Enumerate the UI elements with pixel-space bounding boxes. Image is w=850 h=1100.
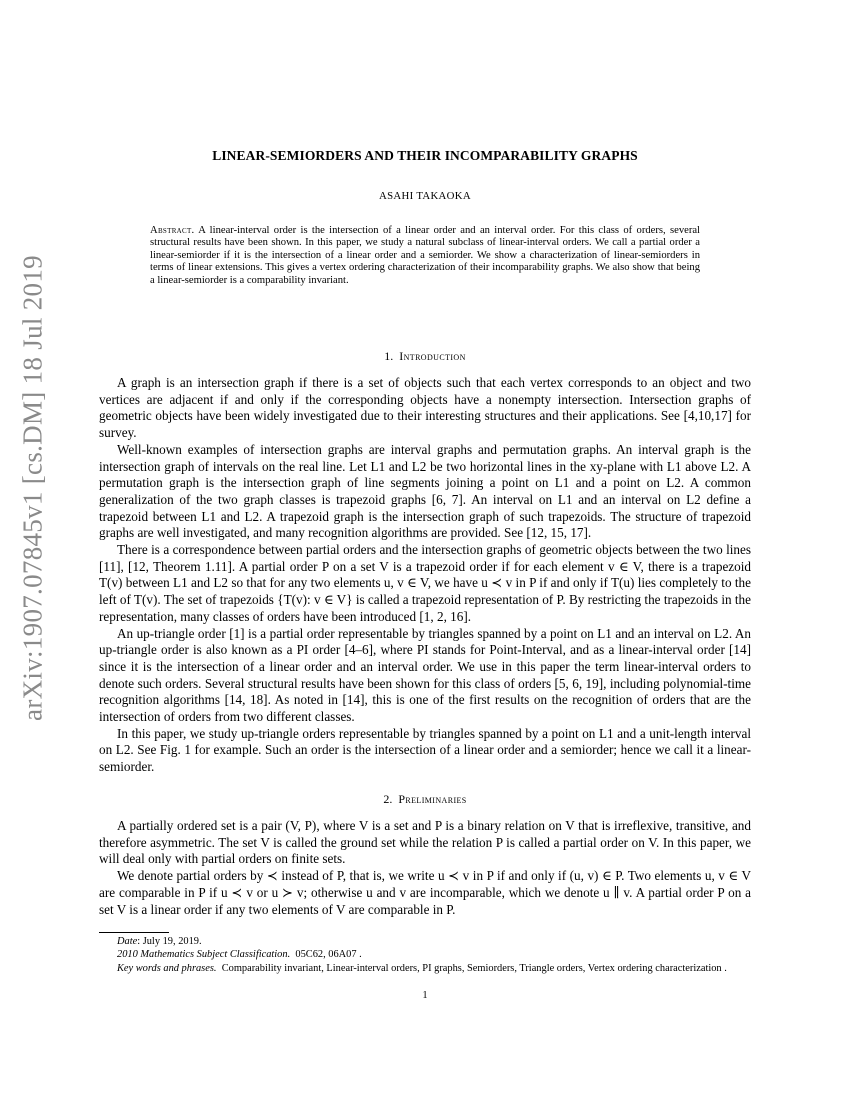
arxiv-stamp: arXiv:1907.07845v1 [cs.DM] 18 Jul 2019	[17, 255, 48, 721]
footnote-msc: 2010 Mathematics Subject Classification. 05C62, 06A07 .	[117, 949, 362, 961]
author: ASAHI TAKAOKA	[379, 190, 471, 202]
preliminaries-body	[99, 818, 751, 918]
paragraph: A graph is an intersection graph if there is a set of objects such that each vertex corresponds to an object and two vertices are adjacent if and only if the corresponding objects have a nonempty intersection. Intersection graphs of geometric objects have been widely investigated due to their interesting structures and their applications. See [4,10,17] for survey.	[99, 375, 751, 441]
abstract-text: A linear-interval order is the intersection of a linear order and an interval order. For this class of orders, several structural results have been shown. In this paper, we study a natural subclass of linear-interval orders. We call a partial order a linear-semiorder if it is the intersection of a linear order and a semiorder. We show a characterization of linear-semiorders in terms of linear extensions. This gives a vertex ordering characterization of their incomparability graphs. We also show that being a linear-semiorder is a comparability invariant.	[150, 225, 700, 286]
abstract	[150, 225, 700, 287]
footnote-date: Date: July 19, 2019.	[117, 936, 202, 947]
paragraph: Well-known examples of intersection graphs are interval graphs and permutation graphs. An interval graph is the intersection graph of intervals on the real line. Let L1 and L2 be two horizontal lines in the xy-plane with L1 above L2. A permutation graph is the intersection graph of line segments joining a point on L1 and a point on L2. A common generalization of the two graph classes is trapezoid graphs [6, 7]. An interval on L1 and an interval on L2 define a trapezoid between L1 and L2. A trapezoid graph is the intersection graph of such trapezoids. The structure of trapezoid graphs are well investigated, and many recognition algorithms are provided. See [12, 15, 17].	[99, 441, 751, 541]
page-number: 1	[422, 990, 428, 1001]
paragraph: There is a correspondence between partial orders and the intersection graphs of geometric objects between the two lines [11], [12, Theorem 1.11]. A partial order P on a set V is a trapezoid order if for each element v ∈ V, there is a trapezoid T(v) between L1 and L2 so that for any two elements u, v ∈ V, we have u ≺ v in P if and only if T(u) lies completely to the left of T(v). The set of trapezoids {T(v): v ∈ V} is called a trapezoid representation of P. By restricting the trapezoids in the representation, many classes of orders have been introduced [1, 2, 16].	[99, 542, 751, 624]
section-heading-preliminaries: 2. Preliminaries	[383, 792, 467, 806]
footnote-rule	[99, 932, 169, 933]
paper-title: LINEAR-SEMIORDERS AND THEIR INCOMPARABILITY GRAPHS	[212, 148, 638, 163]
section-heading-introduction: 1. Introduction	[384, 349, 466, 363]
footnotes	[99, 935, 751, 975]
paragraph: In this paper, we study up-triangle orders representable by triangles spanned by a point on L1 and a unit-length interval on L2. See Fig. 1 for example. Such an order is the intersection of a linear order and a semiorder; hence we call it a linear-semiorder.	[99, 725, 751, 775]
paragraph: We denote partial orders by ≺ instead of P, that is, we write u ≺ v in P if and only if (u, v) ∈ P. Two elements u, v ∈ V are comparable in P if u ≺ v or u ≻ v; otherwise u and v are incomparable, which we denote u ∥ v. A partial order P on a set V is a linear order if any two elements of V are comparable in P.	[99, 868, 751, 917]
paragraph: An up-triangle order [1] is a partial order representable by triangles spanned by a point on L1 and an interval on L2. An up-triangle order is also known as a PI order [4–6], where PI stands for Point-Interval, and as a linear-interval order [14] since it is the intersection of a linear order and an interval order. We use in this paper the term linear-interval orders to denote such orders. Several structural results have been shown for this class of orders [5, 6, 19], including polynomial-time recognition algorithms [14, 18]. As noted in [14], this is one of the first results on the recognition of orders that are the intersection of orders from two different classes.	[99, 625, 751, 725]
introduction-body	[99, 375, 751, 776]
footnote-keywords: Key words and phrases. Comparability invariant, Linear-interval orders, PI graphs, Semiorders, Triangle orders, Vertex ordering characterization .	[117, 962, 727, 974]
paragraph: A partially ordered set is a pair (V, P), where V is a set and P is a binary relation on V that is irreflexive, transitive, and therefore asymmetric. The set V is called the ground set while the relation P is called a partial order on V. In this paper, we will deal only with partial orders on finite sets.	[99, 818, 751, 867]
abstract-label: Abstract.	[150, 225, 195, 236]
